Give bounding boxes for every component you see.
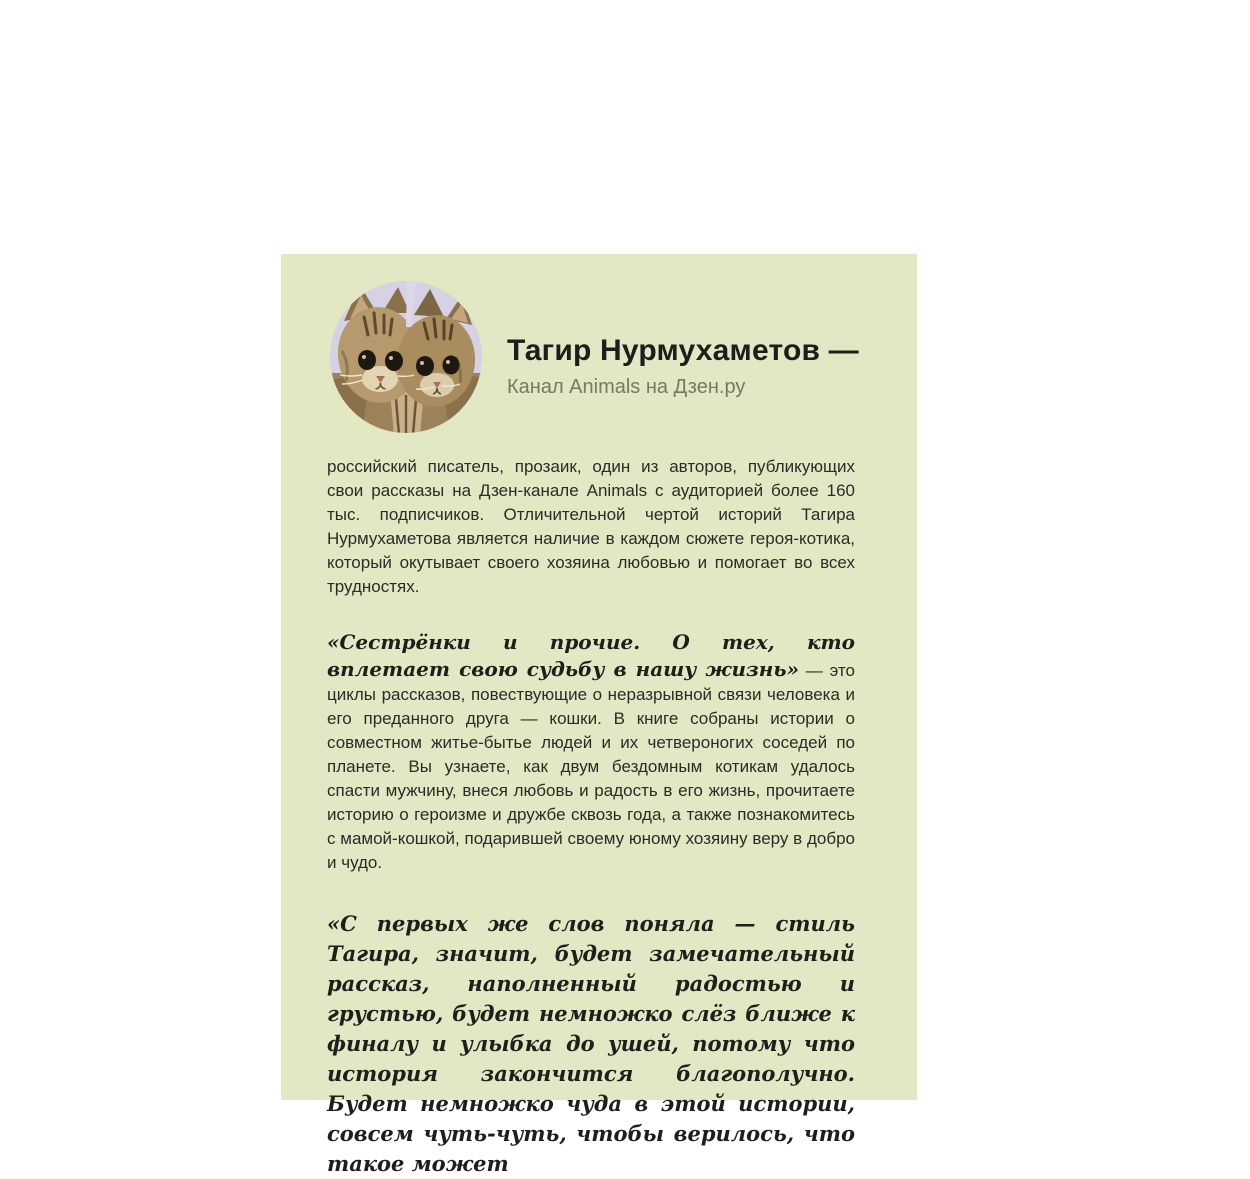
two-cats-photo-icon (330, 281, 482, 433)
book-description-text: — это циклы рассказов, повествующие о неразрывной связи человека и его преданного друга — кошки. В книге собраны истории о совместном житье-бытье людей и их четвероногих соседей по планете. Вы узнаете, как двум бездомным котикам удалось спасти мужчину, внеся любовь и радость в его жизнь, прочитаете историю о героизме и дружбе сквозь года, а также познакомитесь с мамой-кошкой, подарившей своему юному хозяину веру в добро и чудо. (327, 661, 855, 872)
author-channel-subtitle: Канал Animals на Дзен.ру (507, 376, 746, 398)
author-card (281, 254, 917, 1176)
author-header-text (507, 281, 859, 399)
book-title-quote: «Сестрёнки и прочие. О тех, кто вплетает свою судьбу в нашу жизнь» (327, 630, 855, 681)
author-avatar (330, 281, 482, 433)
author-header (330, 281, 859, 433)
book-paragraph (327, 629, 855, 875)
author-name-title: Тагир Нурмухаметов — (507, 334, 859, 367)
review-quote-paragraph: «С первых же слов поняла — стиль Тагира, значит, будет замечательный рассказ, наполненный радостью и грустью, будет немножко слёз ближе к финалу и улыбка до ушей, потому что история закончится благополучно. Будет немножко чуда в этой истории, совсем чуть-чуть, чтобы верилось, что такое может (327, 911, 855, 1176)
bio-content (327, 455, 855, 1179)
bio-intro-paragraph: российский писатель, прозаик, один из авторов, публикующих свои рассказы на Дзен-канале Animals с аудиторией более 160 тыс. подписчиков. Отличительной чертой историй Тагира Нурмухаметова является наличие в каждом сюжете героя-котика, который окутывает своего хозяина любовью и помогает во всех трудностях. (327, 457, 855, 596)
